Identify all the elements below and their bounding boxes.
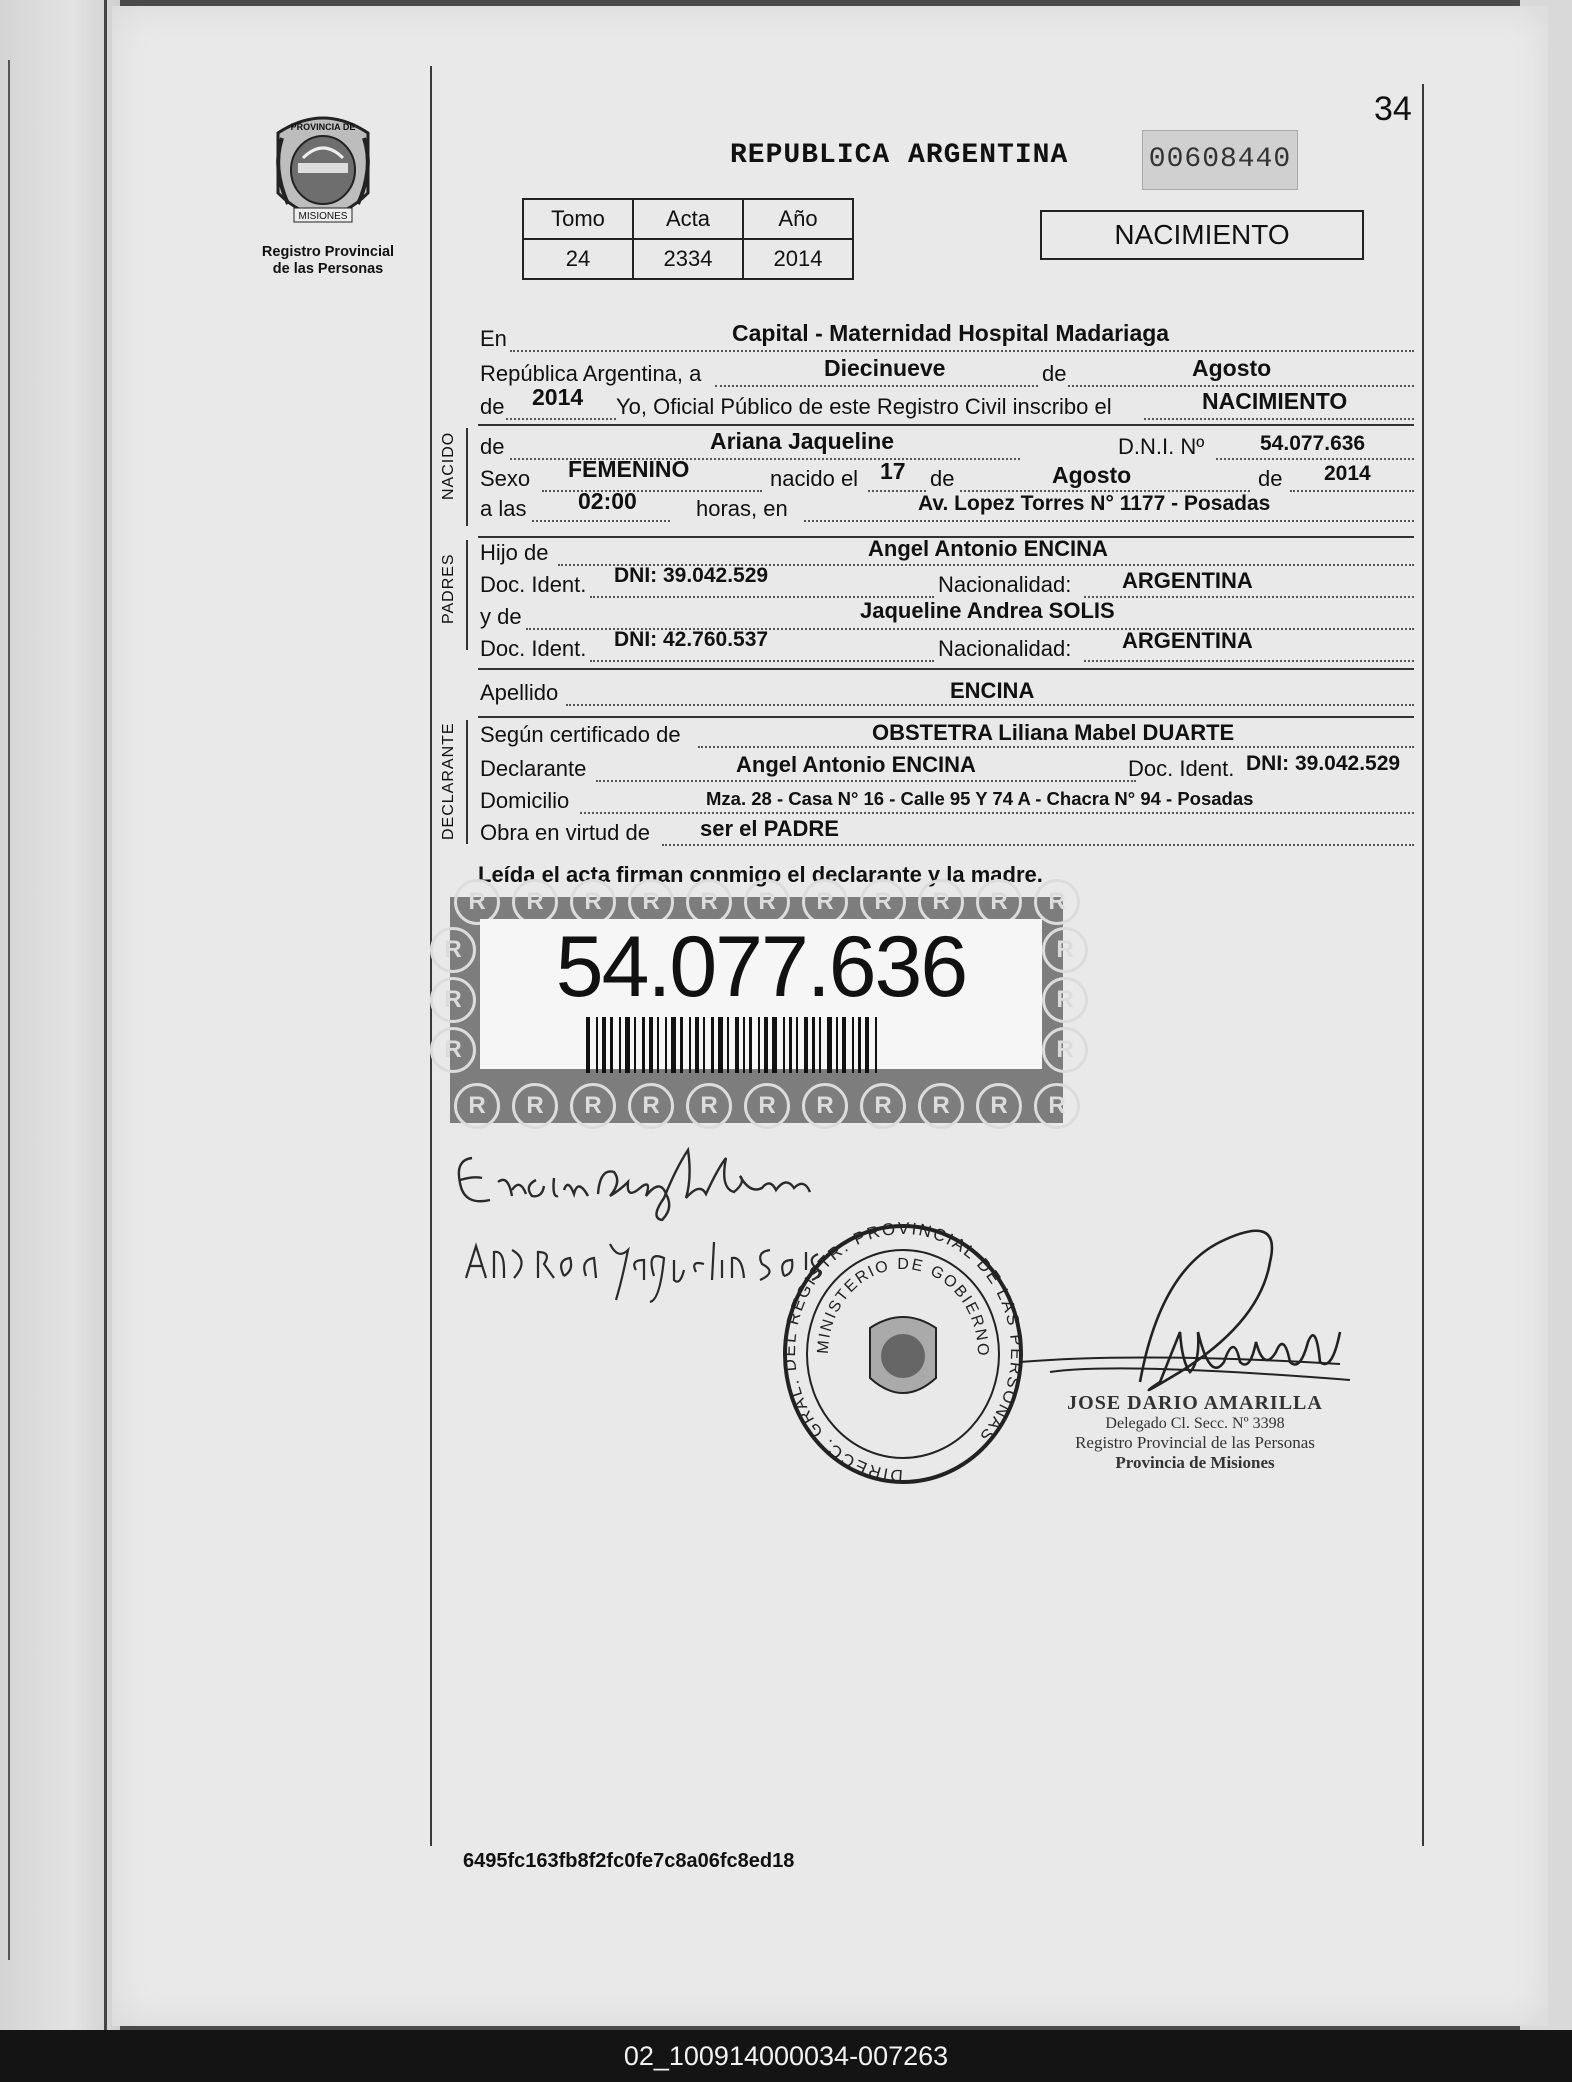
value-certificado: OBSTETRA Liliana Mabel DUARTE — [872, 720, 1235, 745]
security-r-mark: R — [686, 879, 732, 925]
security-r-mark: R — [1034, 879, 1080, 925]
logo-caption — [248, 244, 408, 278]
security-r-mark: R — [512, 879, 558, 925]
label-domicilio: Domicilio — [480, 788, 570, 813]
dotted-line — [1144, 418, 1414, 420]
label-de: de — [926, 466, 958, 492]
security-r-mark: R — [686, 1083, 732, 1129]
barcode-bar — [596, 1017, 598, 1073]
label-a-las: a las — [480, 496, 527, 521]
value-child-name: Ariana Jaqueline — [710, 428, 895, 454]
dotted-line — [506, 418, 616, 420]
dotted-line — [1216, 458, 1414, 460]
page-number: 34 — [1374, 90, 1412, 128]
table-header-cell: Acta — [633, 199, 743, 239]
security-r-mark: R — [628, 1083, 674, 1129]
row-republica — [478, 355, 1414, 391]
record-type-box: NACIMIENTO — [1040, 210, 1364, 260]
logo-caption-line1: Registro Provincial — [261, 244, 395, 260]
row-madre-doc — [478, 628, 1414, 666]
section-divider — [478, 424, 1414, 426]
barcode-bar — [875, 1017, 877, 1073]
stamp-ring-text: DIRECC. GRAL. DEL REGISTR. PROVINCIAL DE LAS PERSONAS — [779, 1218, 1027, 1486]
row-nacido-hora — [478, 488, 1414, 526]
security-r-mark: R — [454, 1083, 500, 1129]
registry-table-value-row — [523, 239, 853, 279]
label-doc-ident: Doc. Ident. — [1128, 756, 1235, 781]
value-month: Agosto — [1192, 355, 1272, 381]
label-republica: República Argentina, a — [480, 361, 702, 386]
section-divider — [478, 716, 1414, 718]
table-header-cell: Tomo — [523, 199, 633, 239]
province-coat-of-arms-logo — [268, 108, 378, 238]
row-en — [478, 320, 1414, 356]
barcode-bar — [625, 1017, 630, 1073]
label-de: de — [1258, 466, 1283, 491]
label-de: de — [480, 394, 505, 419]
value-apellido: ENCINA — [950, 678, 1035, 703]
value-birth-time: 02:00 — [578, 488, 637, 514]
barcode-bar — [764, 1017, 768, 1073]
background-page-left — [0, 0, 120, 2030]
barcode-bar — [680, 1017, 683, 1073]
value-declarante: Angel Antonio ENCINA — [736, 752, 976, 777]
official-registry-stamp — [778, 1218, 1028, 1490]
security-r-mark: R — [918, 879, 964, 925]
barcode-bar — [718, 1017, 723, 1073]
logo-caption-line2: de las Personas — [272, 261, 384, 277]
document-hash: 6495fc163fb8f2fc0fe7c8a06fc8ed18 — [463, 1850, 795, 1872]
row-apellido — [478, 680, 1414, 710]
label-de: de — [1042, 361, 1067, 386]
value-sexo: FEMENINO — [568, 456, 690, 482]
table-header-cell: Año — [743, 199, 853, 239]
value-day: Diecinueve — [824, 355, 946, 381]
dotted-line — [566, 704, 1414, 706]
officer-province: Provincia de Misiones — [1115, 1453, 1275, 1472]
label-apellido: Apellido — [480, 680, 559, 705]
logo-text-bottom: MISIONES — [298, 211, 348, 222]
barcode-bar — [695, 1017, 699, 1073]
logo-text-top: PROVINCIA DE — [290, 122, 356, 132]
scan-footer-bar — [0, 2030, 1572, 2082]
barcode-bar — [610, 1017, 613, 1073]
barcode-bar — [789, 1017, 792, 1073]
serial-number: 00608440 — [1142, 130, 1298, 190]
table-cell: 2014 — [743, 239, 853, 279]
value-domicilio: Mza. 28 - Casa N° 16 - Calle 95 Y 74 A - Chacra N° 94 - Posadas — [706, 788, 1254, 809]
barcode-bar — [671, 1017, 676, 1073]
dotted-line — [1084, 660, 1414, 662]
barcode-bar — [743, 1017, 745, 1073]
barcode — [584, 1017, 944, 1073]
row-declarante — [478, 752, 1414, 786]
security-r-mark: R — [430, 1027, 476, 1073]
label-nacido-el: nacido el — [770, 466, 859, 491]
table-cell: 2334 — [633, 239, 743, 279]
security-r-mark: R — [430, 977, 476, 1023]
security-r-mark: R — [744, 879, 790, 925]
barcode-bar — [665, 1017, 667, 1073]
label-nacionalidad: Nacionalidad: — [938, 572, 1072, 597]
barcode-bar — [586, 1017, 590, 1073]
barcode-bar — [749, 1017, 752, 1073]
value-place-of-record: Capital - Maternidad Hospital Madariaga — [732, 320, 1170, 346]
right-margin-rule — [1422, 84, 1424, 1846]
row-domicilio — [478, 788, 1414, 818]
dni-label-inner — [480, 919, 1042, 1069]
security-r-mark: R — [628, 879, 674, 925]
barcode-bar — [819, 1017, 821, 1073]
barcode-bar — [703, 1017, 705, 1073]
row-obra — [478, 816, 1414, 850]
barcode-bar — [727, 1017, 729, 1073]
security-r-mark: R — [570, 1083, 616, 1129]
security-r-mark: R — [1042, 977, 1088, 1023]
closing-statement: Leída el acta firman conmigo el declarante y la madre. — [478, 862, 1043, 887]
value-father-name: Angel Antonio ENCINA — [868, 536, 1108, 561]
dotted-line — [510, 350, 1414, 352]
dotted-line — [662, 844, 1414, 846]
dotted-line — [698, 746, 1414, 748]
dotted-line — [1084, 596, 1414, 598]
table-cell: 24 — [523, 239, 633, 279]
value-mother-doc: DNI: 42.760.537 — [614, 628, 769, 651]
label-dni: D.N.I. Nº — [1118, 434, 1205, 459]
label-doc-ident: Doc. Ident. — [480, 636, 587, 661]
page-edge — [104, 0, 107, 2030]
security-r-mark: R — [802, 1083, 848, 1129]
signature-father — [450, 1138, 840, 1228]
dotted-line — [804, 520, 1414, 522]
officer-office: Registro Provincial de las Personas — [1075, 1433, 1315, 1452]
label-doc-ident: Doc. Ident. — [480, 572, 587, 597]
label-segun-certificado: Según certificado de — [480, 722, 681, 747]
label-obra-en-virtud: Obra en virtud de — [480, 820, 650, 845]
registry-table — [522, 198, 854, 280]
statement-text: Yo, Oficial Público de este Registro Civil inscribo el — [616, 394, 1112, 419]
barcode-bar — [852, 1017, 854, 1073]
section-bracket — [466, 720, 468, 844]
registry-table-header-row — [523, 199, 853, 239]
barcode-bar — [649, 1017, 653, 1073]
security-r-mark: R — [860, 1083, 906, 1129]
section-label-nacido: NACIDO — [440, 431, 457, 500]
security-r-mark: R — [918, 1083, 964, 1129]
barcode-bar — [796, 1017, 798, 1073]
stamp-inner-text: MINISTERIO DE GOBIERNO — [814, 1255, 992, 1358]
security-r-mark: R — [976, 879, 1022, 925]
value-birth-place: Av. Lopez Torres N° 1177 - Posadas — [918, 492, 1271, 515]
label-y-de: y de — [480, 604, 522, 629]
dotted-line — [590, 660, 934, 662]
section-bracket — [466, 540, 468, 650]
label-sexo: Sexo — [480, 466, 531, 491]
value-birth-day: 17 — [880, 458, 906, 484]
security-r-mark: R — [976, 1083, 1022, 1129]
label-declarante: Declarante — [480, 756, 587, 781]
value-child-dni: 54.077.636 — [1260, 432, 1366, 455]
label-hijo-de: Hijo de — [480, 540, 549, 565]
dotted-line — [542, 490, 762, 492]
security-r-mark: R — [454, 879, 500, 925]
security-r-mark: R — [512, 1083, 558, 1129]
security-r-mark: R — [1042, 927, 1088, 973]
row-statement — [478, 384, 1414, 424]
barcode-bar — [758, 1017, 760, 1073]
dotted-line — [1290, 490, 1414, 492]
row-certificado — [478, 722, 1414, 752]
value-father-doc: DNI: 39.042.529 — [614, 564, 769, 587]
barcode-bar — [602, 1017, 606, 1073]
dotted-line — [580, 812, 1414, 814]
barcode-bar — [642, 1017, 645, 1073]
value-year: 2014 — [532, 384, 584, 410]
value-declarante-doc: DNI: 39.042.529 — [1246, 752, 1401, 775]
document-title: REPUBLICA ARGENTINA — [730, 140, 1069, 171]
value-birth-year: 2014 — [1324, 462, 1371, 485]
security-r-mark: R — [860, 879, 906, 925]
barcode-bar — [804, 1017, 808, 1073]
label-en: En — [480, 326, 507, 351]
section-bracket — [466, 428, 468, 526]
label-horas-en: horas, en — [696, 496, 788, 521]
barcode-bar — [836, 1017, 838, 1073]
label-de: de — [480, 434, 505, 459]
section-divider — [478, 668, 1414, 670]
officer-stamp-block — [1030, 1392, 1360, 1473]
barcode-bar — [657, 1017, 659, 1073]
page-edge — [8, 60, 10, 1960]
value-act-type: NACIMIENTO — [1202, 388, 1348, 414]
barcode-bar — [827, 1017, 832, 1073]
security-r-mark: R — [802, 879, 848, 925]
label-nacionalidad: Nacionalidad: — [938, 636, 1072, 661]
officer-name: JOSE DARIO AMARILLA — [1067, 1392, 1323, 1414]
security-r-mark: R — [1042, 1027, 1088, 1073]
barcode-bar — [634, 1017, 636, 1073]
barcode-bar — [783, 1017, 785, 1073]
barcode-bar — [689, 1017, 691, 1073]
dotted-line — [596, 780, 1136, 782]
section-label-padres: PADRES — [440, 553, 457, 624]
section-label-declarante: DECLARANTE — [440, 722, 457, 840]
dni-security-label — [444, 888, 1074, 1123]
value-birth-month: Agosto — [1052, 462, 1132, 488]
scan-file-id: 02_100914000034-007263 — [623, 2041, 949, 2071]
security-r-mark: R — [1034, 1083, 1080, 1129]
value-father-nationality: ARGENTINA — [1122, 568, 1253, 593]
security-r-mark: R — [430, 927, 476, 973]
security-r-mark: R — [570, 879, 616, 925]
value-mother-name: Jaqueline Andrea SOLIS — [860, 598, 1115, 623]
value-mother-nationality: ARGENTINA — [1122, 628, 1253, 653]
barcode-bar — [735, 1017, 739, 1073]
barcode-bar — [858, 1017, 861, 1073]
barcode-bar — [772, 1017, 777, 1073]
dotted-line — [532, 520, 670, 522]
dni-number-large: 54.077.636 — [555, 919, 967, 1015]
barcode-bar — [812, 1017, 815, 1073]
barcode-bar — [619, 1017, 621, 1073]
officer-title: Delegado Cl. Secc. Nº 3398 — [1105, 1415, 1285, 1432]
security-r-mark: R — [744, 1083, 790, 1129]
value-obra: ser el PADRE — [700, 816, 839, 841]
barcode-bar — [842, 1017, 846, 1073]
barcode-bar — [865, 1017, 869, 1073]
barcode-bar — [711, 1017, 714, 1073]
